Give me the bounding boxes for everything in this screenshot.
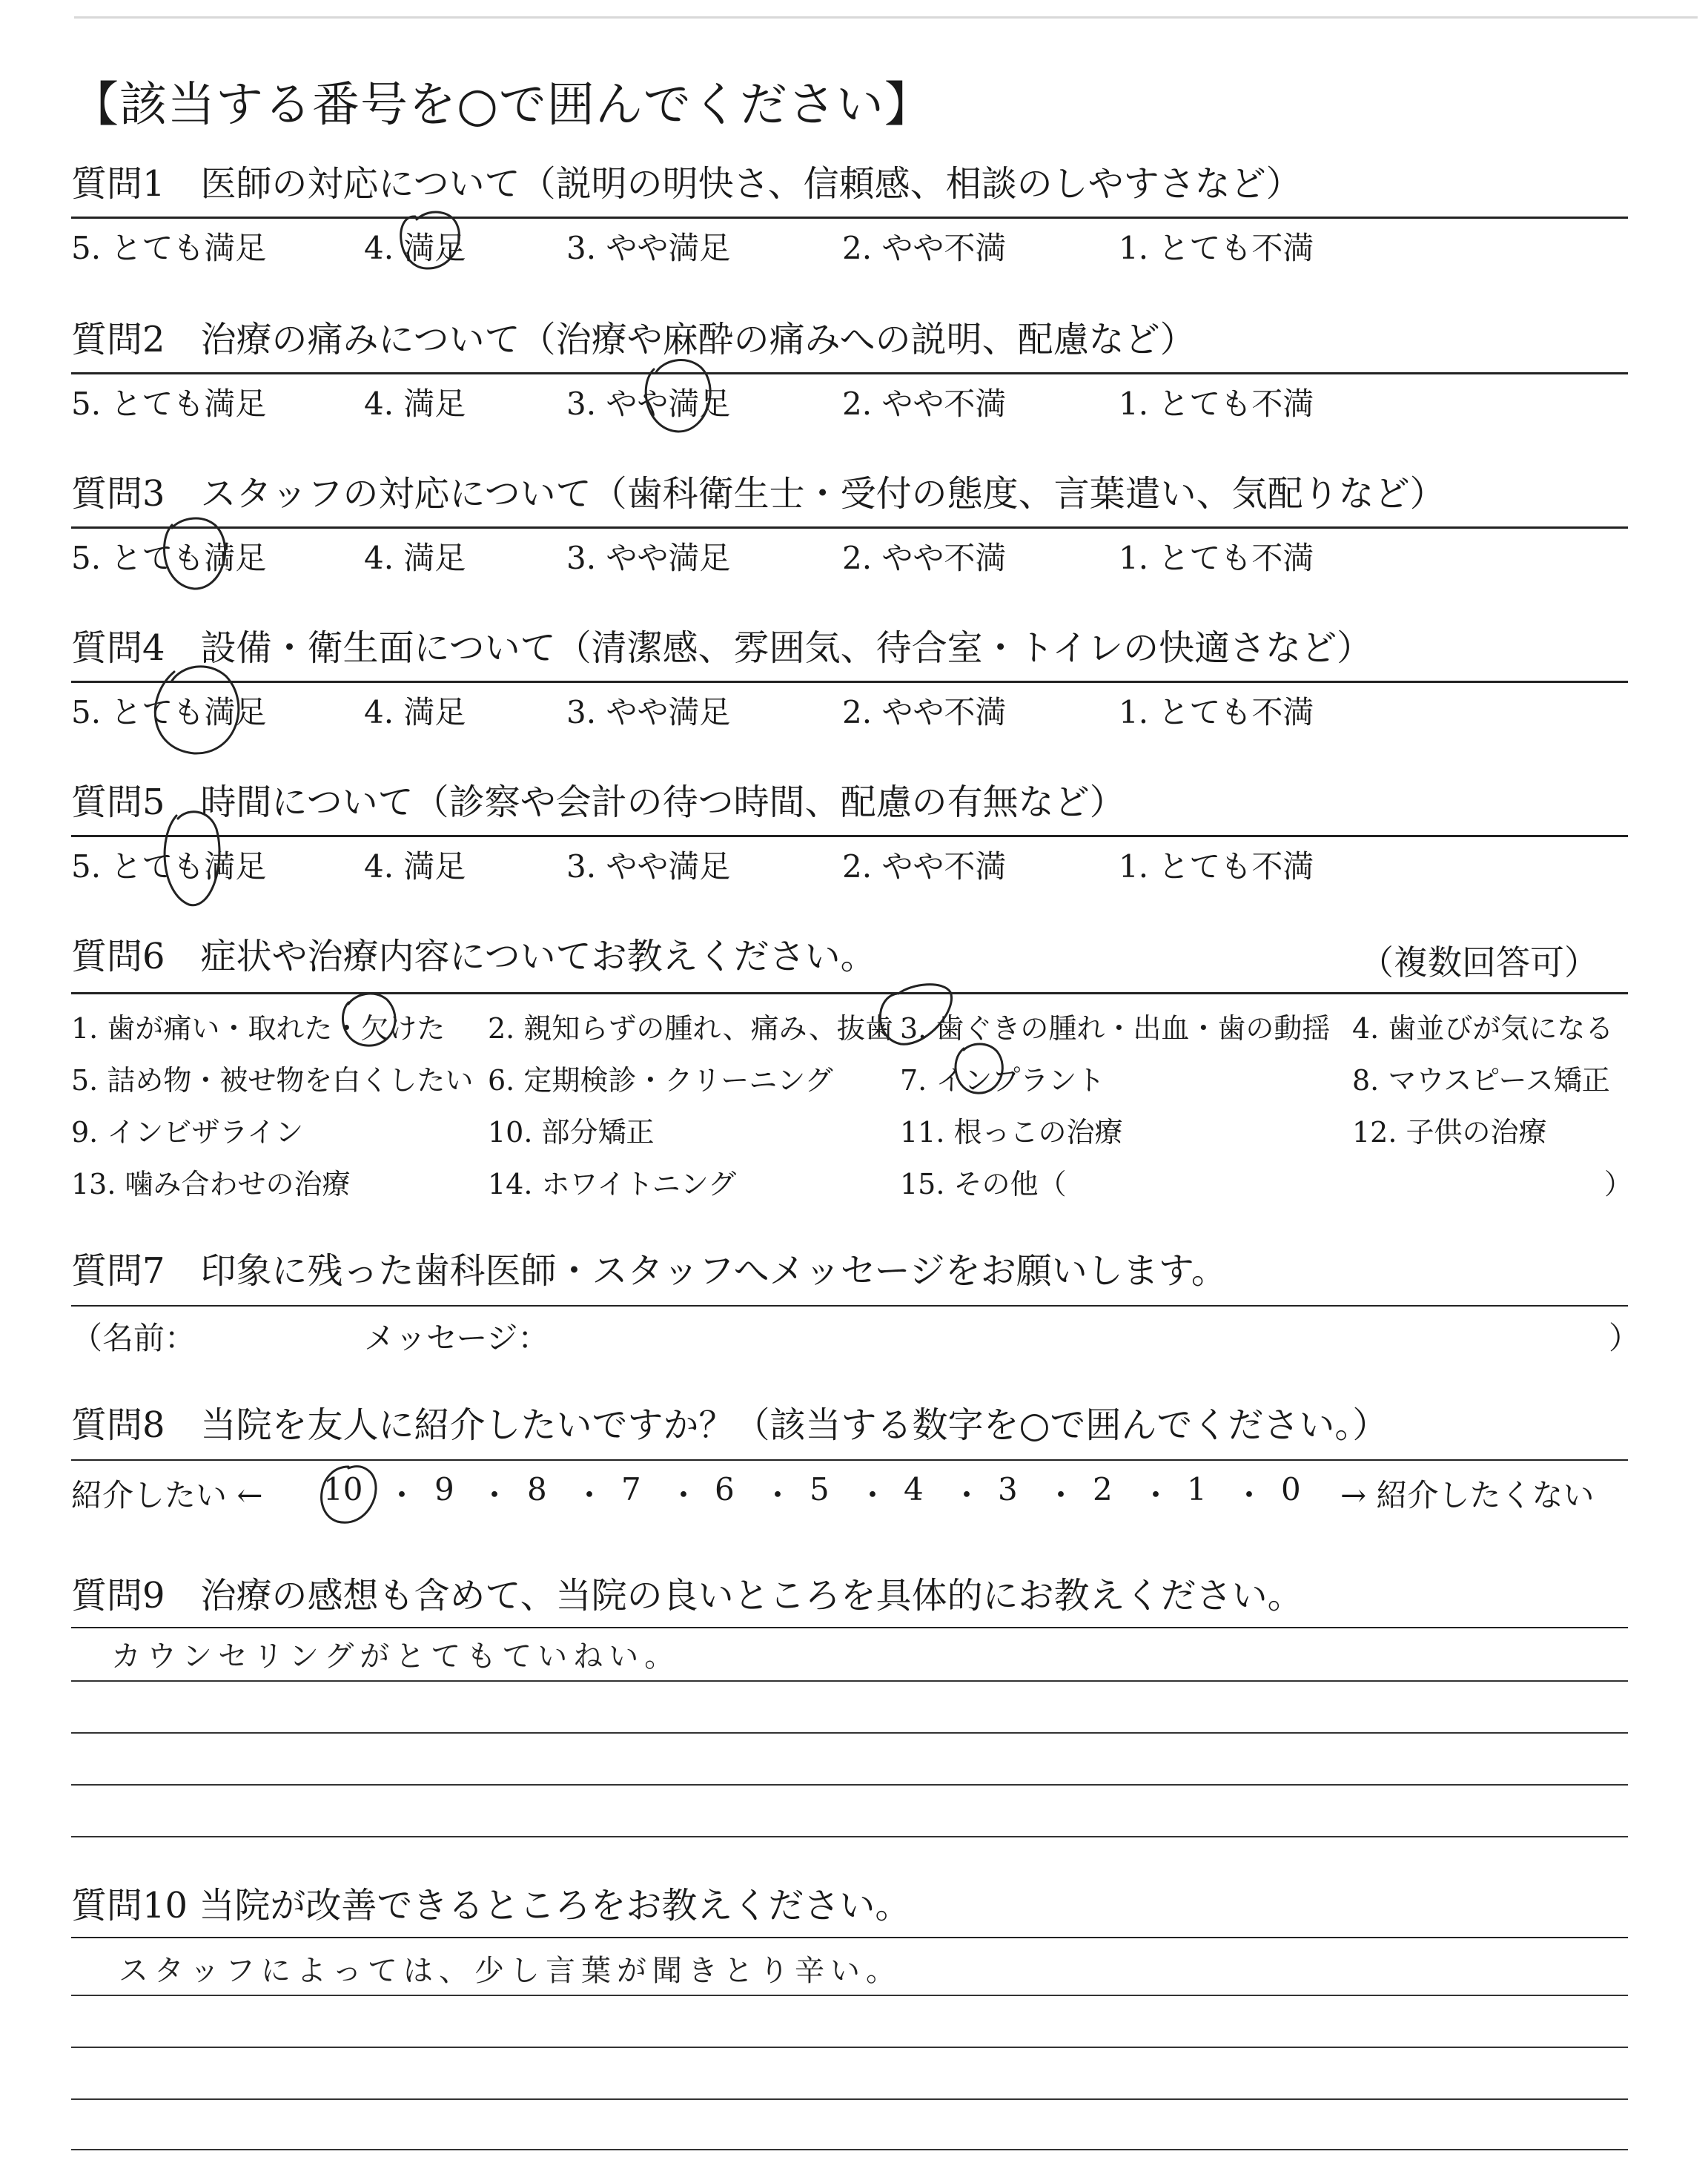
- message-close-paren: ）: [1609, 1320, 1641, 1356]
- treatment-item-4[interactable]: 4. 歯並びが気になる: [1352, 1012, 1614, 1045]
- q10-handwritten-answer[interactable]: スタッフによっては、少し言葉が聞きとり辛い。: [119, 1954, 901, 1988]
- scale-dot: ・: [857, 1477, 889, 1513]
- option-1[interactable]: 1. とても不満: [1119, 386, 1314, 422]
- circle-q6-item-1: [342, 994, 395, 1046]
- scale-9[interactable]: 9: [434, 1471, 454, 1507]
- scale-3[interactable]: 3: [998, 1471, 1018, 1507]
- option-1[interactable]: 1. とても不満: [1119, 694, 1314, 730]
- circle-q8-scale-10: [322, 1467, 376, 1523]
- treatment-item-14[interactable]: 14. ホワイトニング: [488, 1168, 737, 1200]
- circle-q6-item-7: [956, 1044, 1002, 1093]
- scale-5[interactable]: 5: [810, 1471, 830, 1507]
- multiple-answers-note: （複数回答可）: [1360, 942, 1598, 982]
- option-4[interactable]: 4. 満足: [364, 694, 466, 730]
- option-3[interactable]: 3. やや満足: [566, 848, 731, 885]
- scale-10[interactable]: 10: [323, 1471, 363, 1507]
- option-5[interactable]: 5. とても満足: [71, 386, 267, 422]
- scale-dot: ・: [762, 1477, 794, 1513]
- circle-q6-item-3: [880, 985, 951, 1045]
- question-3-label: 質問3 スタッフの対応について（歯科衛生士・受付の態度、言葉遣い、気配りなど）: [71, 473, 1446, 515]
- option-4[interactable]: 4. 満足: [364, 848, 466, 885]
- treatment-item-2[interactable]: 2. 親知らずの腫れ、痛み、抜歯: [488, 1012, 893, 1045]
- option-2[interactable]: 2. やや不満: [842, 694, 1007, 730]
- circle-q5-option-5: [165, 812, 219, 905]
- scale-8[interactable]: 8: [527, 1471, 547, 1507]
- option-1[interactable]: 1. とても不満: [1119, 848, 1314, 885]
- circle-q3-option-5: [165, 518, 225, 589]
- scale-left-label: 紹介したい ←: [71, 1477, 263, 1513]
- scale-dot: ・: [951, 1477, 983, 1513]
- q9-handwritten-answer[interactable]: カウンセリングがとてもていねい。: [111, 1639, 681, 1674]
- treatment-item-3[interactable]: 3. 歯ぐきの腫れ・出血・歯の動揺: [900, 1012, 1331, 1045]
- treatment-item-11[interactable]: 11. 根っこの治療: [900, 1116, 1123, 1149]
- scale-dot: ・: [1234, 1477, 1265, 1513]
- treatment-item-1[interactable]: 1. 歯が痛い・取れた・欠けた: [71, 1012, 446, 1045]
- option-3[interactable]: 3. やや満足: [566, 386, 731, 422]
- option-5[interactable]: 5. とても満足: [71, 848, 267, 885]
- question-4-label: 質問4 設備・衛生面について（清潔感、雰囲気、待合室・トイレの快適さなど）: [71, 627, 1373, 669]
- circle-q2-option-3: [646, 360, 710, 432]
- scale-2[interactable]: 2: [1093, 1471, 1113, 1507]
- scale-1[interactable]: 1: [1187, 1471, 1207, 1507]
- option-5[interactable]: 5. とても満足: [71, 230, 267, 266]
- option-2[interactable]: 2. やや不満: [842, 540, 1007, 576]
- option-4[interactable]: 4. 満足: [364, 386, 466, 422]
- scale-7[interactable]: 7: [621, 1471, 641, 1507]
- treatment-item-8[interactable]: 8. マウスピース矯正: [1352, 1064, 1610, 1097]
- option-2[interactable]: 2. やや不満: [842, 848, 1007, 885]
- circle-q1-option-4: [401, 212, 460, 268]
- treatment-item-12[interactable]: 12. 子供の治療: [1352, 1116, 1547, 1149]
- other-close-paren: ）: [1604, 1168, 1633, 1200]
- question-6-label: 質問6 症状や治療内容についてお教えください。: [71, 936, 876, 977]
- scale-dot: ・: [386, 1477, 418, 1513]
- option-3[interactable]: 3. やや満足: [566, 694, 731, 730]
- scale-dot: ・: [574, 1477, 606, 1513]
- treatment-item-6[interactable]: 6. 定期検診・クリーニング: [488, 1064, 833, 1097]
- option-2[interactable]: 2. やや不満: [842, 386, 1007, 422]
- scale-dot: ・: [1045, 1477, 1077, 1513]
- question-5-label: 質問5 時間について（診察や会計の待つ時間、配慮の有無など）: [71, 782, 1125, 823]
- scale-right-label: → 紹介したくない: [1340, 1477, 1595, 1513]
- treatment-item-10[interactable]: 10. 部分矯正: [488, 1116, 655, 1149]
- option-1[interactable]: 1. とても不満: [1119, 540, 1314, 576]
- option-1[interactable]: 1. とても不満: [1119, 230, 1314, 266]
- question-7-label: 質問7 印象に残った歯科医師・スタッフへメッセージをお願いします。: [71, 1250, 1227, 1292]
- option-3[interactable]: 3. やや満足: [566, 230, 731, 266]
- question-2-label: 質問2 治療の痛みについて（治療や麻酔の痛みへの説明、配慮など）: [71, 319, 1196, 360]
- name-label: （名前：: [71, 1320, 196, 1356]
- scale-4[interactable]: 4: [904, 1471, 924, 1507]
- treatment-item-15[interactable]: 15. その他（: [900, 1168, 1067, 1200]
- question-8-label: 質問8 当院を友人に紹介したいですか？（該当する数字を○で囲んでください。）: [71, 1404, 1388, 1446]
- question-10-label: 質問10 当院が改善できるところをお教えください。: [71, 1885, 911, 1926]
- option-2[interactable]: 2. やや不満: [842, 230, 1007, 266]
- page-title: 【該当する番号を○で囲んでください】: [71, 78, 933, 133]
- scale-6[interactable]: 6: [715, 1471, 735, 1507]
- question-1-label: 質問1 医師の対応について（説明の明快さ、信頼感、相談のしやすさなど）: [71, 163, 1302, 205]
- circle-q4-option-5: [155, 667, 239, 753]
- treatment-item-13[interactable]: 13. 噛み合わせの治療: [71, 1168, 351, 1200]
- scale-0[interactable]: 0: [1281, 1471, 1301, 1507]
- scale-dot: ・: [668, 1477, 700, 1513]
- option-3[interactable]: 3. やや満足: [566, 540, 731, 576]
- option-5[interactable]: 5. とても満足: [71, 694, 267, 730]
- option-4[interactable]: 4. 満足: [364, 230, 466, 266]
- scale-dot: ・: [479, 1477, 511, 1513]
- message-label[interactable]: メッセージ：: [364, 1320, 549, 1356]
- scale-dot: ・: [1140, 1477, 1172, 1513]
- option-4[interactable]: 4. 満足: [364, 540, 466, 576]
- treatment-item-7[interactable]: 7. インプラント: [900, 1064, 1105, 1097]
- option-5[interactable]: 5. とても満足: [71, 540, 267, 576]
- treatment-item-9[interactable]: 9. インビザライン: [71, 1116, 304, 1149]
- question-9-label: 質問9 治療の感想も含めて、当院の良いところを具体的にお教えください。: [71, 1575, 1303, 1616]
- treatment-item-5[interactable]: 5. 詰め物・被せ物を白くしたい: [71, 1064, 474, 1097]
